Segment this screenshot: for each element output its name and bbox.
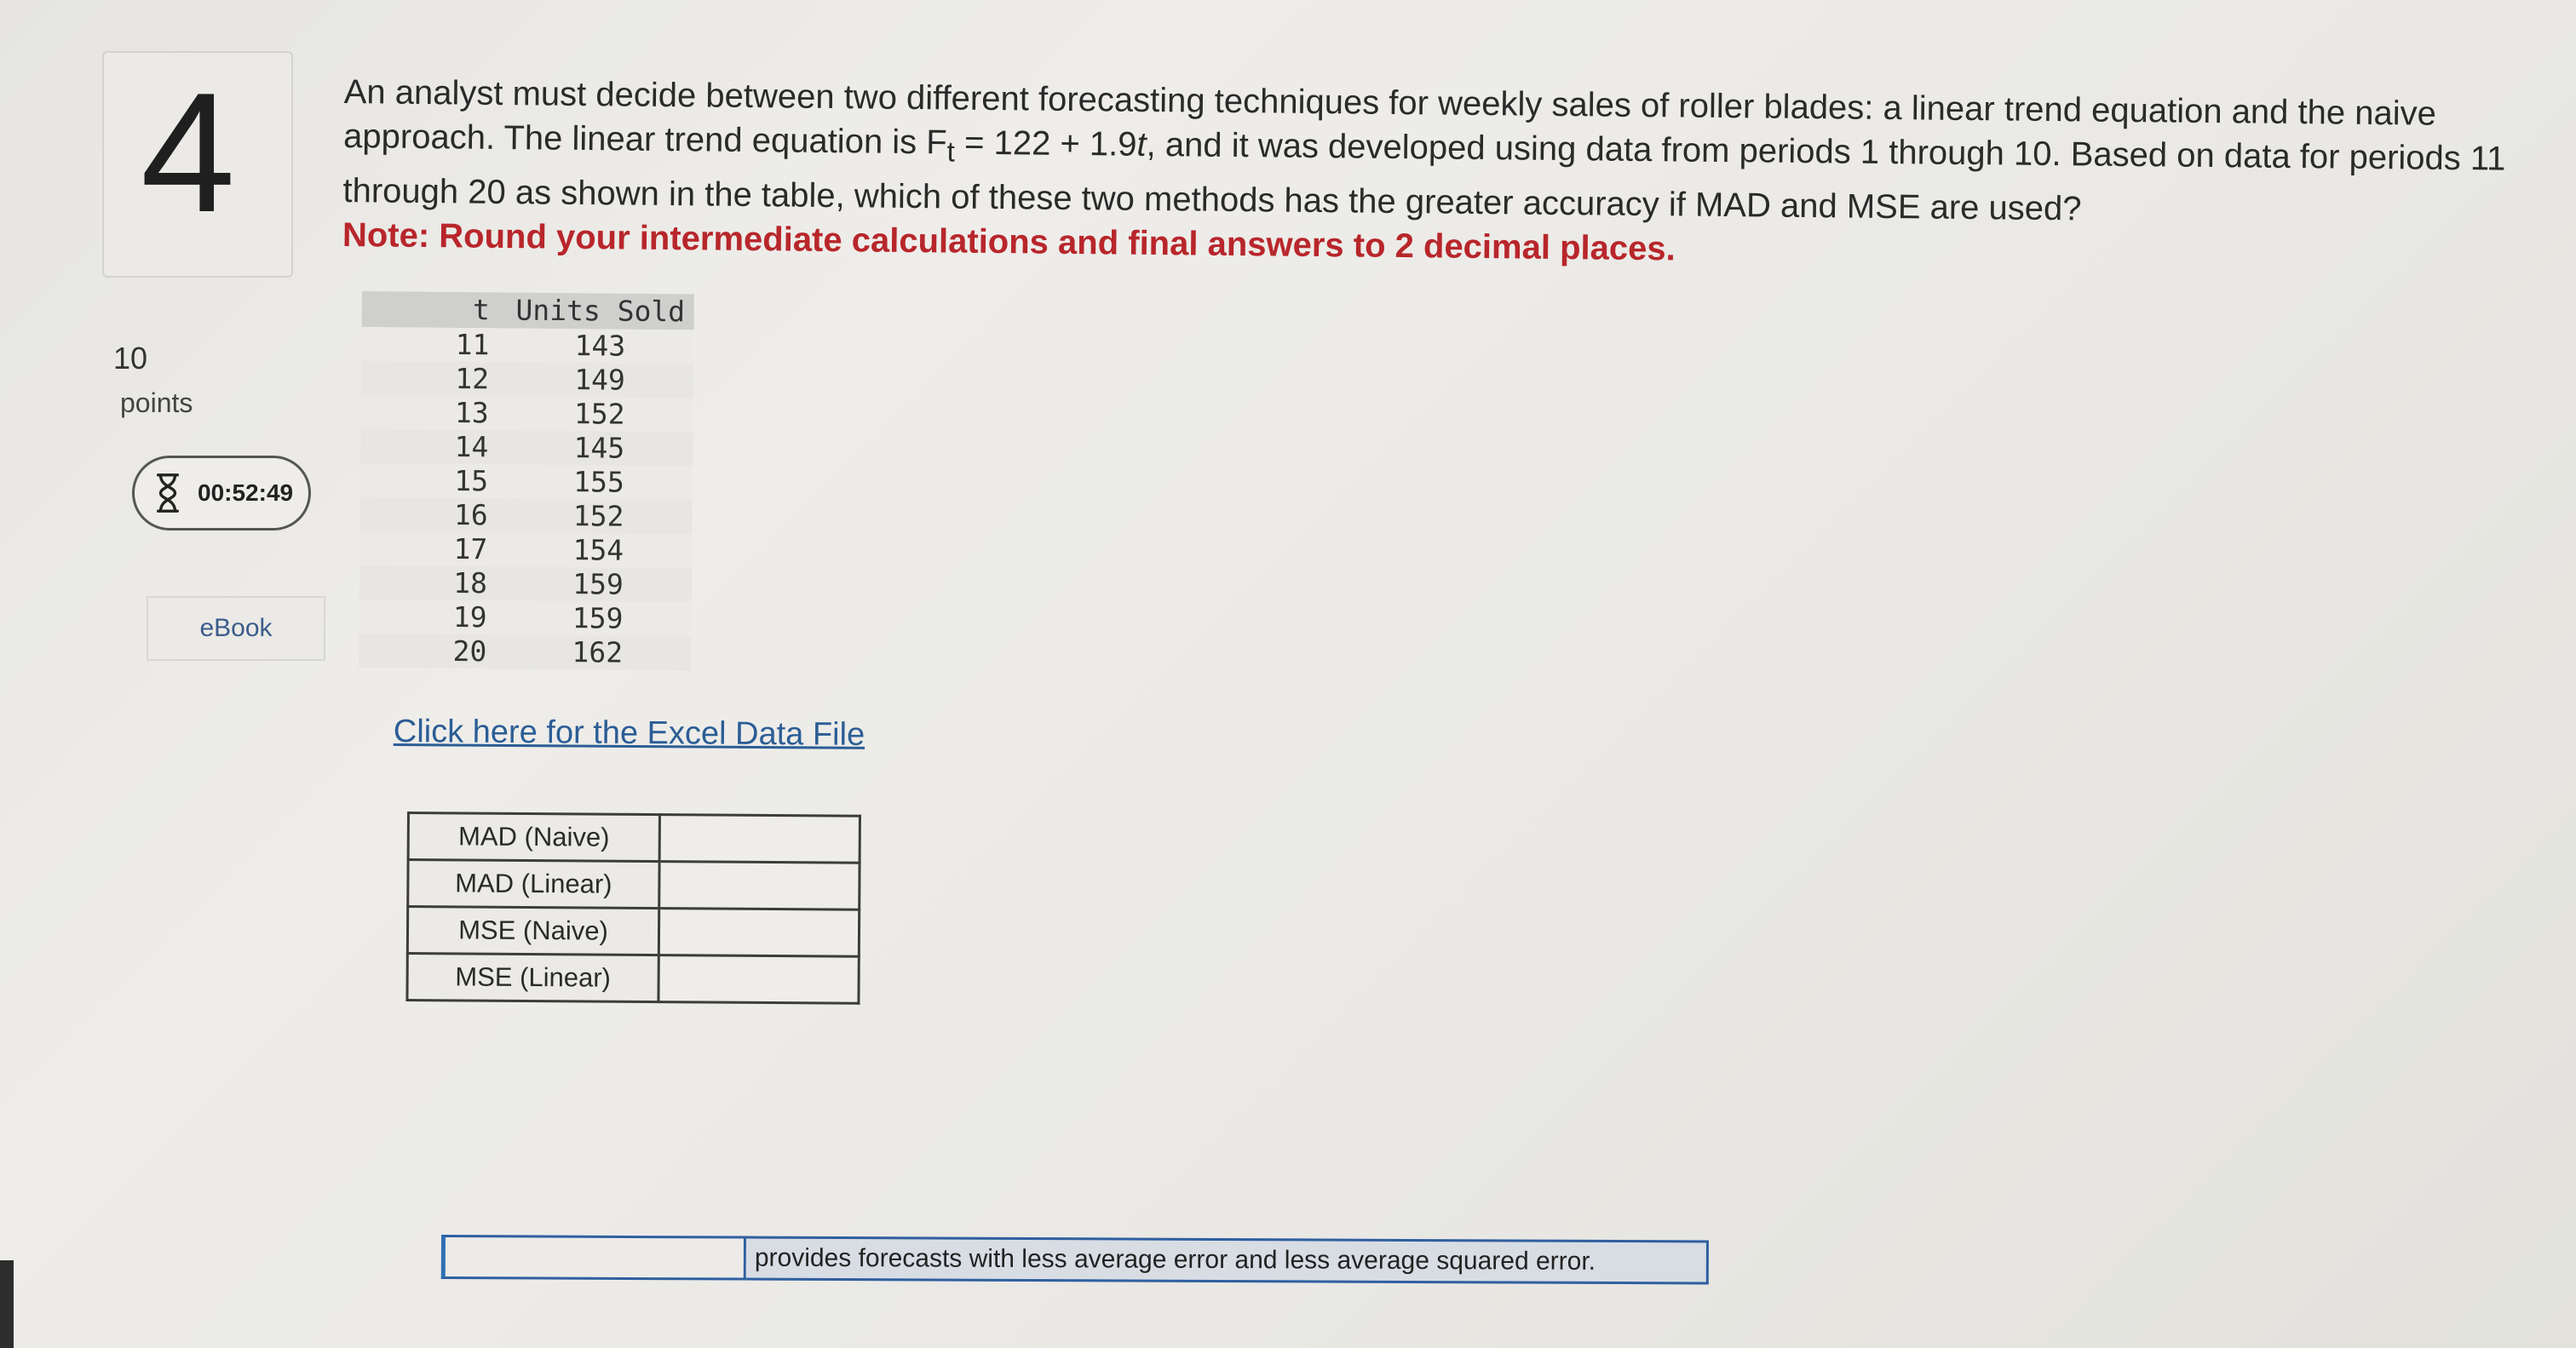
table-row	[361, 361, 693, 398]
cell-units: 159	[504, 566, 692, 602]
answer-cell	[658, 909, 859, 957]
answer-label-mad-linear: MAD (Linear)	[408, 860, 659, 909]
equation-subscript: t	[946, 136, 956, 169]
answer-row	[407, 954, 859, 1004]
cell-units: 155	[505, 464, 693, 500]
table-row	[359, 531, 692, 568]
points-value: 10	[113, 341, 148, 376]
hourglass-icon	[153, 473, 182, 513]
answer-cell	[659, 862, 860, 910]
table-row	[361, 327, 693, 364]
conclusion-text: provides forecasts with less average error and less average squared error.	[746, 1236, 1709, 1285]
answer-label-mse-linear: MSE (Linear)	[407, 954, 658, 1002]
equation-variable: t	[1136, 125, 1147, 163]
conclusion-row	[441, 1235, 1709, 1284]
question-text-part2: , and it was developed using data from periods 1 through 10. Based on data for periods 11 through 20 as shown in the table, which of these two methods has the greater accuracy if MAD and MSE are used?	[342, 125, 2506, 228]
cell-t: 16	[360, 497, 505, 532]
cell-t: 20	[359, 634, 503, 668]
cell-t: 11	[361, 327, 506, 362]
mad-linear-input[interactable]	[660, 863, 858, 909]
cell-units: 145	[505, 430, 693, 466]
answer-row	[408, 813, 860, 863]
table-row	[360, 463, 693, 500]
table-header-t: t	[362, 291, 507, 328]
question-number: 4	[141, 58, 236, 248]
cell-units: 152	[506, 396, 693, 432]
cell-t: 12	[361, 361, 506, 396]
points-label: points	[120, 387, 193, 418]
cell-t: 18	[359, 565, 504, 600]
equation-rhs: = 122 + 1.9	[954, 123, 1137, 163]
cell-units: 152	[505, 498, 693, 534]
table-header-units-sold: Units Sold	[507, 292, 694, 330]
answer-row	[408, 860, 860, 910]
answer-cell	[658, 955, 859, 1004]
answer-label-mad-naive: MAD (Naive)	[408, 813, 659, 862]
sales-data-table	[359, 291, 694, 670]
excel-data-file-link[interactable]: Click here for the Excel Data File	[393, 714, 865, 753]
timer-badge[interactable]	[132, 456, 311, 531]
question-text	[342, 70, 2542, 280]
timer-value: 00:52:49	[198, 479, 294, 506]
table-row	[359, 634, 691, 670]
cell-units: 143	[506, 328, 693, 364]
mse-linear-input[interactable]	[659, 956, 857, 1002]
table-row	[359, 599, 691, 636]
table-row	[361, 395, 693, 432]
table-row	[360, 497, 693, 534]
table-row	[360, 429, 693, 466]
screen-edge	[0, 1260, 14, 1348]
method-select-dropdown[interactable]	[441, 1235, 746, 1281]
answer-table	[405, 812, 861, 1005]
cell-t: 13	[361, 395, 506, 430]
cell-t: 15	[360, 463, 505, 498]
cell-units: 162	[503, 634, 691, 670]
rounding-note: Note: Round your intermediate calculations and final answers to 2 decimal places.	[342, 215, 1676, 268]
cell-t: 19	[359, 599, 503, 634]
cell-units: 159	[503, 600, 691, 636]
answer-label-mse-naive: MSE (Naive)	[407, 907, 658, 955]
equation-lhs: F	[926, 123, 947, 162]
mse-naive-input[interactable]	[660, 909, 858, 955]
mad-naive-input[interactable]	[661, 816, 859, 862]
cell-t: 17	[359, 531, 504, 566]
answer-cell	[659, 815, 860, 863]
answer-row	[407, 907, 859, 957]
cell-t: 14	[360, 429, 505, 464]
ebook-button[interactable]: eBook	[147, 596, 325, 661]
table-row	[359, 565, 692, 602]
cell-units: 149	[506, 362, 693, 398]
question-text-part1: An analyst must decide between two different forecasting techniques for weekly sales of roller blades: a linear trend equation and the naive approach. The linear trend equation is	[342, 72, 2437, 162]
cell-units: 154	[504, 532, 692, 568]
